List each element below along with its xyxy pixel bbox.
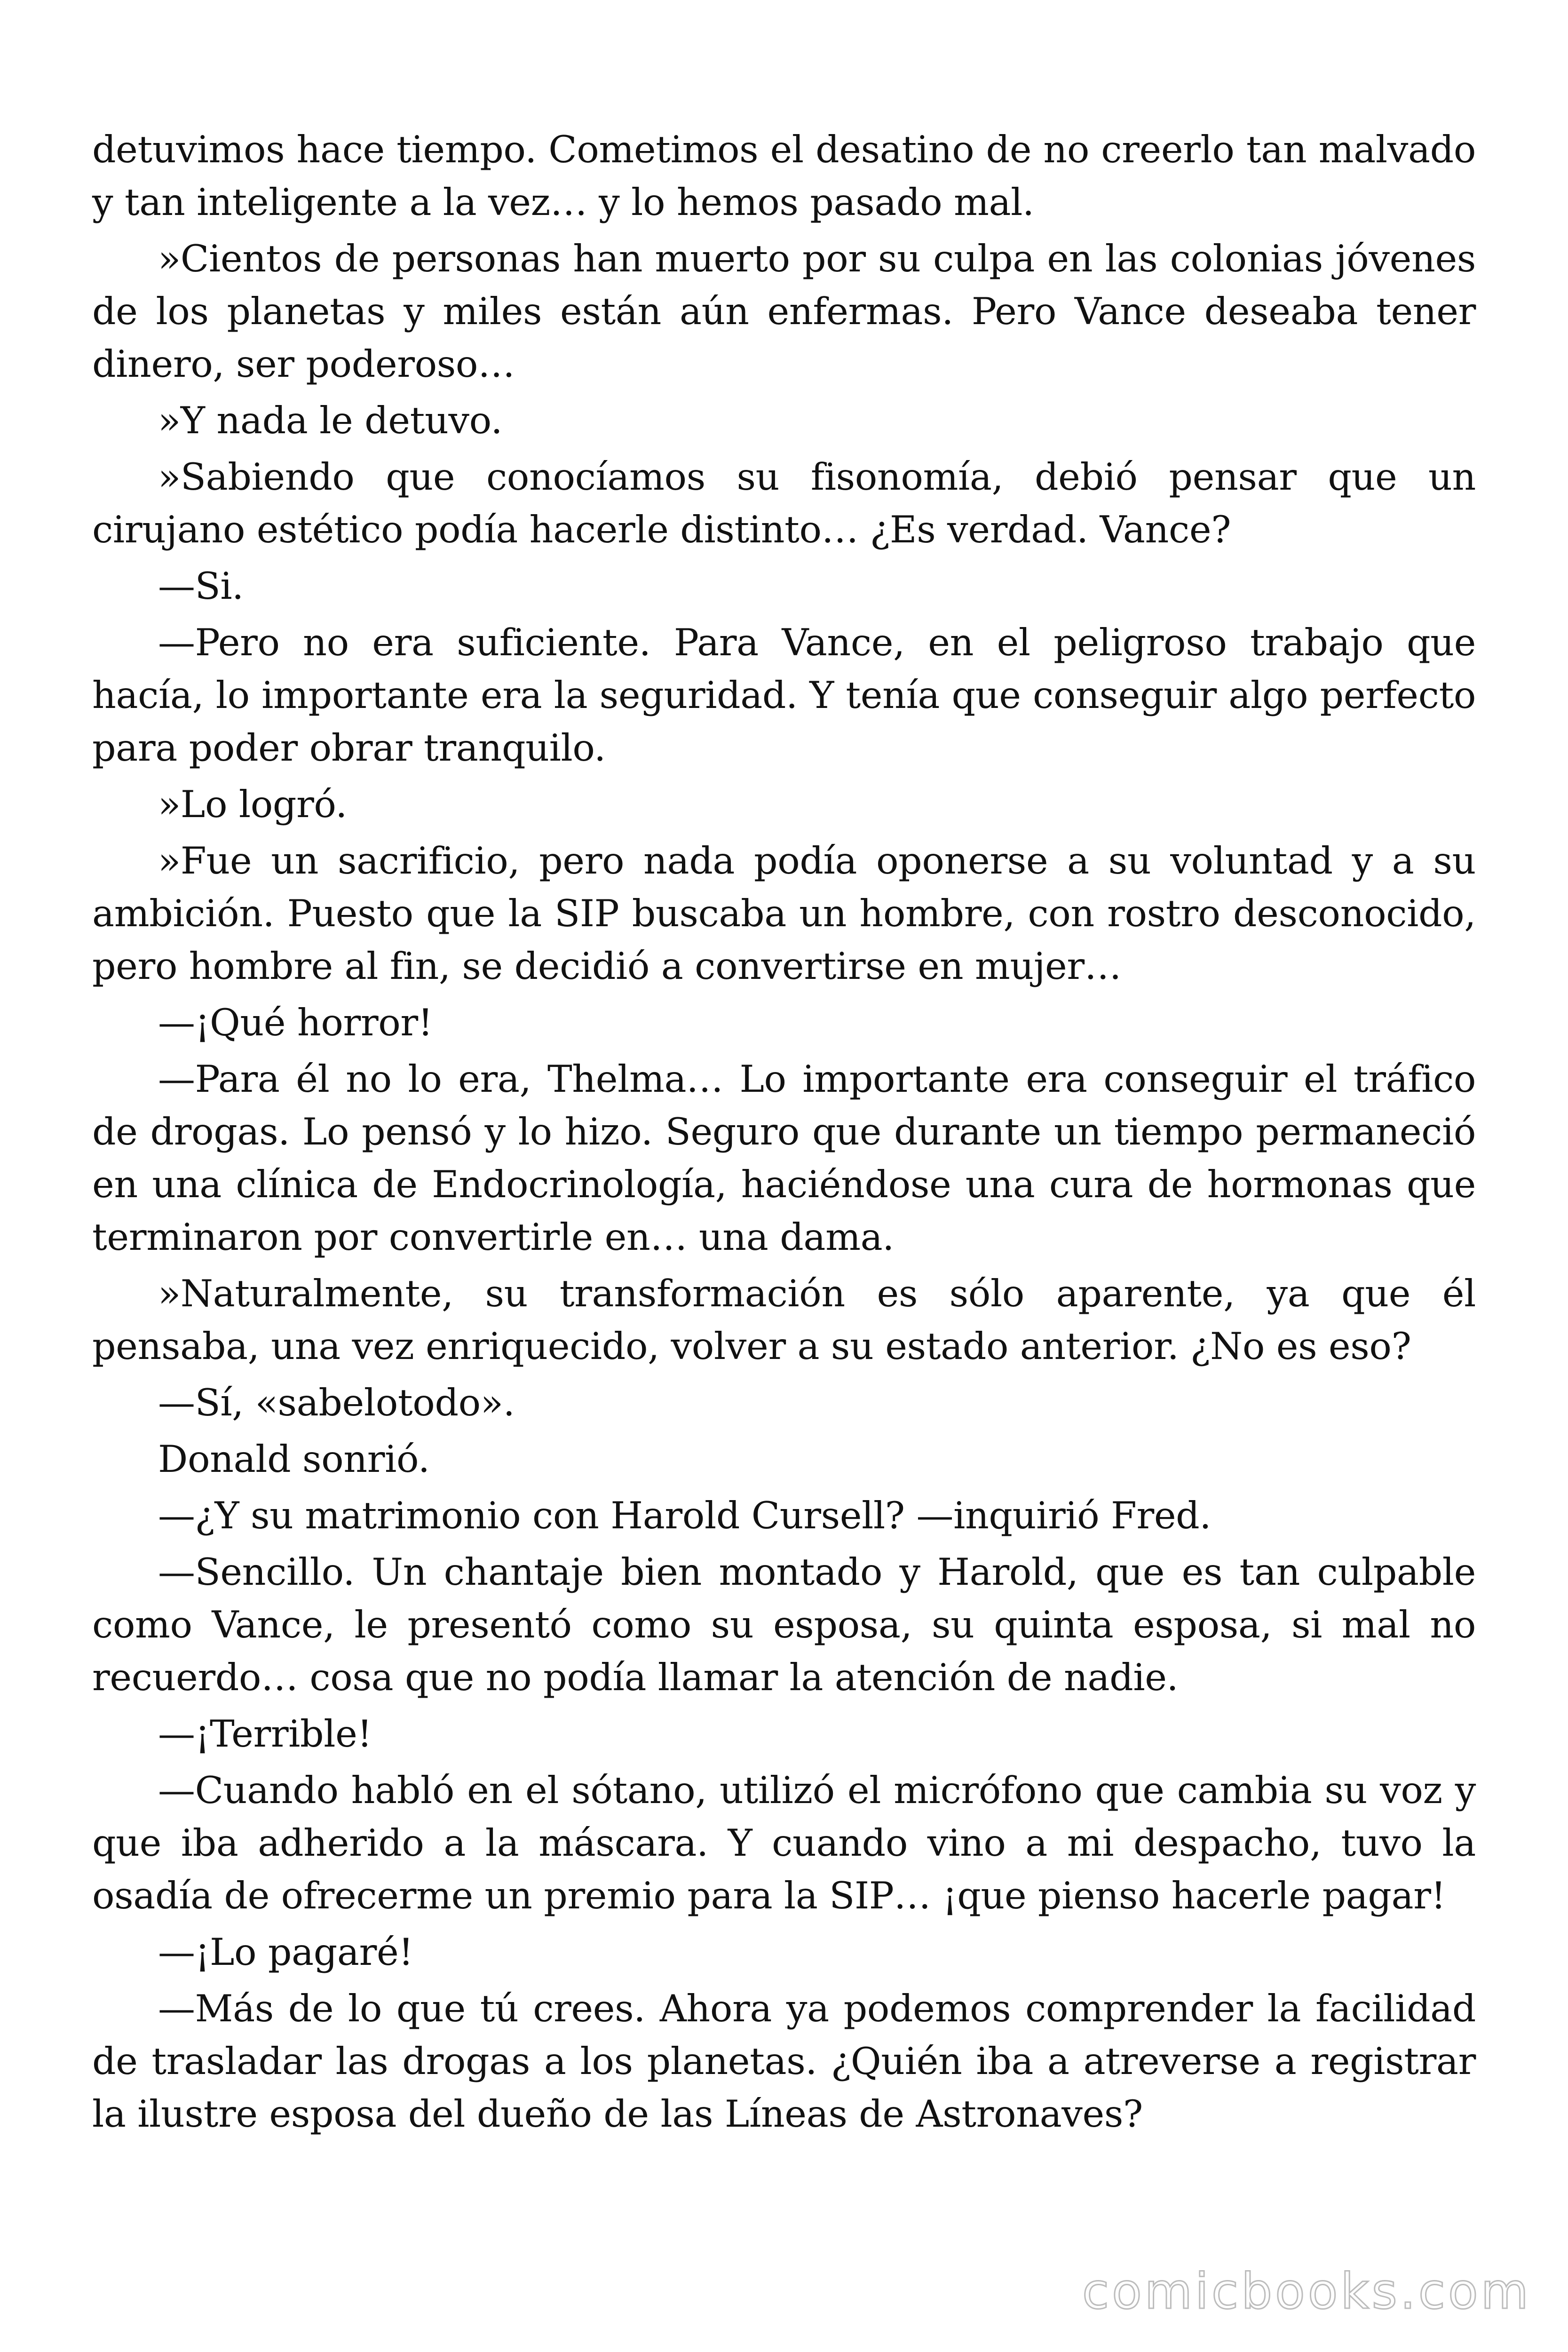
- paragraph: —Para él no lo era, Thelma… Lo importante era conseguir el tráfico de drogas. Lo pensó y lo hizo. Seguro que durante un tiempo permaneció en una clínica de Endocrinología, haciéndose una cura de hormonas que terminaron por convertirle en… una dama.: [92, 1057, 1476, 1259]
- paragraph: —¡Terrible!: [158, 1712, 372, 1756]
- paragraph: —Si.: [158, 564, 244, 608]
- paragraph: —Cuando habló en el sótano, utilizó el micrófono que cambia su voz y que iba adherido a la máscara. Y cuando vino a mi despacho, tuvo la osadía de ofrecerme un premio para la SIP… ¡que pienso hacerle pagar!: [92, 1769, 1476, 1917]
- paragraph: »Fue un sacrificio, pero nada podía oponerse a su voluntad y a su ambición. Puesto que la SIP buscaba un hombre, con rostro desconocido, pero hombre al fin, se decidió a convertirse en mujer…: [92, 839, 1476, 988]
- paragraph: Donald sonrió.: [158, 1438, 430, 1481]
- paragraph: »Lo logró.: [158, 783, 347, 826]
- paragraph: »Sabiendo que conocíamos su fisonomía, debió pensar que un cirujano estético podía hacerle distinto… ¿Es verdad. Vance?: [92, 455, 1476, 551]
- paragraph: —Sí, «sabelotodo».: [158, 1381, 515, 1424]
- paragraph: »Cientos de personas han muerto por su culpa en las colonias jóvenes de los planetas y miles están aún enfermas. Pero Vance deseaba tener dinero, ser poderoso…: [92, 237, 1476, 386]
- paragraph: —Sencillo. Un chantaje bien montado y Harold, que es tan culpable como Vance, le presentó como su esposa, su quinta esposa, si mal no recuerdo… cosa que no podía llamar la atención de nadie.: [92, 1550, 1476, 1699]
- body-text: [92, 123, 1476, 2144]
- paragraph: —¡Lo pagaré!: [158, 1931, 413, 1974]
- watermark: comicbooks.com: [1082, 2263, 1531, 2320]
- paragraph: —¿Y su matrimonio con Harold Cursell? —inquirió Fred.: [158, 1494, 1212, 1537]
- paragraph: —Pero no era suficiente. Para Vance, en el peligroso trabajo que hacía, lo importante era la seguridad. Y tenía que conseguir algo perfecto para poder obrar tranquilo.: [92, 621, 1476, 770]
- paragraph: detuvimos hace tiempo. Cometimos el desatino de no creerlo tan malvado y tan inteligente a la vez… y lo hemos pasado mal.: [92, 128, 1476, 224]
- paragraph: —¡Qué horror!: [158, 1001, 433, 1044]
- paragraph: —Más de lo que tú crees. Ahora ya podemos comprender la facilidad de trasladar las drogas a los planetas. ¿Quién iba a atreverse a registrar la ilustre esposa del dueño de las Líneas de Astronaves?: [92, 1987, 1476, 2136]
- paragraph: »Y nada le detuvo.: [158, 399, 503, 442]
- paragraph: »Naturalmente, su transformación es sólo aparente, ya que él pensaba, una vez enriquecido, volver a su estado anterior. ¿No es eso?: [92, 1272, 1476, 1368]
